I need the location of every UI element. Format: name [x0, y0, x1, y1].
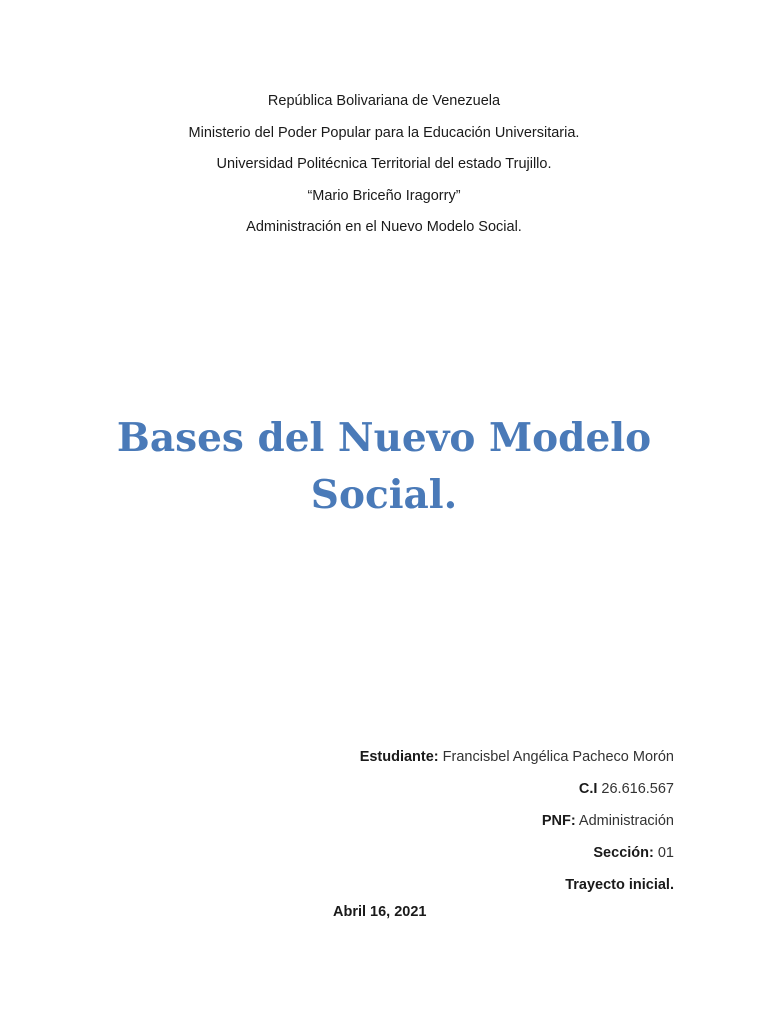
header-ministry: Ministerio del Poder Popular para la Educación Universitaria.	[188, 124, 580, 141]
section-value: 01	[653, 845, 674, 861]
title-line-1: Bases del Nuevo Modelo	[116, 415, 652, 461]
header-university: Universidad Politécnica Territorial del estado Trujillo.	[216, 156, 552, 172]
pnf-label: PNF:	[541, 813, 576, 829]
document-date: Abril 16, 2021	[333, 904, 427, 920]
ci-row	[360, 773, 674, 805]
document-title	[0, 410, 768, 524]
title-line-2: Social.	[310, 472, 458, 518]
document-header	[0, 86, 768, 244]
trayecto-row	[360, 869, 674, 901]
pnf-value: Administración	[575, 813, 674, 829]
student-row	[360, 741, 674, 773]
ci-value: 26.616.567	[597, 781, 674, 797]
student-info	[360, 741, 674, 901]
section-row	[360, 837, 674, 869]
header-campus: “Mario Briceño Iragorry”	[307, 187, 461, 204]
section-label: Sección:	[593, 845, 654, 861]
student-name: Francisbel Angélica Pacheco Morón	[438, 749, 674, 765]
ci-label: C.I	[578, 781, 598, 797]
header-course: Administración en el Nuevo Modelo Social.	[246, 219, 522, 235]
student-label: Estudiante:	[359, 749, 439, 765]
header-country: República Bolivariana de Venezuela	[267, 93, 501, 109]
pnf-row	[360, 805, 674, 837]
trayecto-label: Trayecto inicial.	[565, 877, 674, 893]
